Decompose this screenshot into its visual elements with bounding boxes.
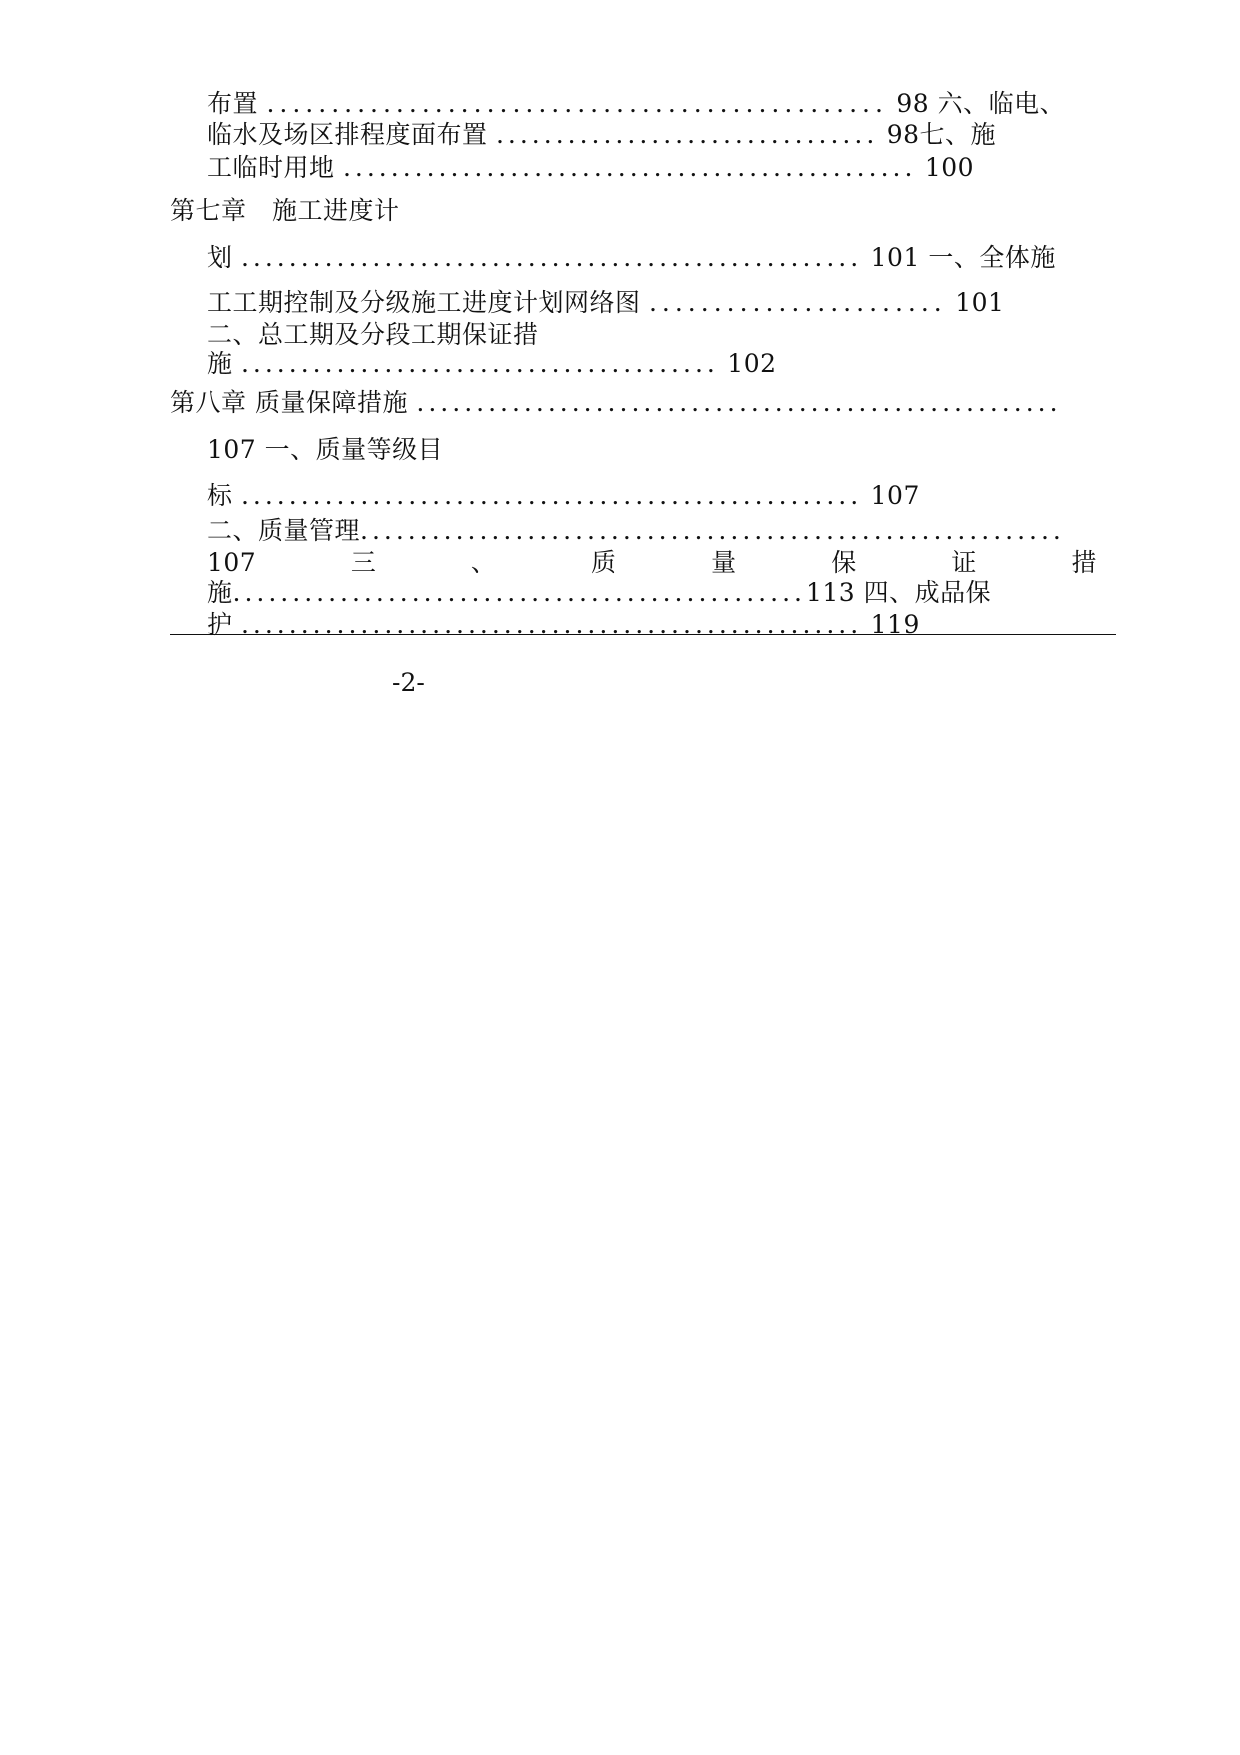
toc-entry-text: 107 一、质量等级目: [207, 435, 444, 464]
toc-entry-text: 施: [207, 349, 233, 378]
toc-leader-dots: .......................: [648, 288, 947, 317]
toc-chapter-eight: [170, 388, 1062, 418]
toc-page-number: 107: [870, 481, 920, 510]
toc-entry-text: 二、质量管理: [207, 516, 361, 545]
toc-entry-text: 工工期控制及分级施工进度计划网络图: [207, 288, 641, 317]
toc-entry-text: 临水及场区排程度面布置: [207, 120, 488, 149]
toc-entry-temp-power-water: [207, 120, 996, 150]
toc-entry-text: 标: [207, 481, 233, 510]
toc-justified-char: 质: [591, 548, 617, 577]
toc-leader-dots: ....................................................: [240, 243, 863, 272]
toc-chapter-title: 第七章 施工进度计: [170, 196, 400, 225]
toc-justified-char: 保: [831, 548, 857, 577]
footer-rule: [170, 634, 1116, 635]
toc-leader-dots: ......................................................: [416, 388, 1062, 417]
toc-entry-text: 护: [207, 610, 233, 639]
toc-entry-quality-level-tail: [207, 481, 920, 511]
toc-entry-text: 划: [207, 243, 233, 272]
toc-entry-schedule-guarantee: [207, 320, 539, 350]
toc-page-number: 101: [955, 288, 1005, 317]
toc-justified-char: 107: [207, 548, 257, 577]
toc-page-number: 100: [924, 153, 975, 182]
toc-entry-schedule-network: [207, 288, 1004, 318]
toc-leader-dots: ................................: [495, 120, 879, 149]
toc-entry-product-protection: [207, 610, 920, 640]
toc-entry-schedule-guarantee-tail: [207, 349, 777, 379]
toc-page-number: 113 四、成品保: [805, 578, 992, 607]
toc-entry-quality-management: [207, 516, 1065, 546]
toc-leader-dots: ........................................: [240, 349, 719, 378]
toc-chapter-title: 第八章 质量保障措施: [170, 388, 408, 417]
toc-justified-char: 量: [711, 548, 737, 577]
toc-entry-text: 施: [207, 578, 233, 607]
toc-leader-dots: ................................................: [266, 89, 888, 118]
toc-leader-dots: ....................................................: [240, 610, 863, 639]
toc-page-number: 98七、施: [886, 120, 997, 149]
toc-entry-layout-tail: [207, 89, 1065, 119]
toc-page-number: 101 一、全体施: [870, 243, 1056, 272]
toc-justified-char: 、: [470, 548, 497, 577]
toc-chapter-seven: [170, 196, 400, 226]
toc-entry-chapter-seven-tail: [207, 243, 1056, 273]
toc-entry-text: 工临时用地: [207, 153, 335, 182]
toc-leader-dots: ...........................................................: [360, 516, 1065, 545]
toc-justified-char: 措: [1071, 548, 1097, 577]
toc-leader-dots: ................................................: [232, 578, 806, 607]
toc-justified-char: 三: [350, 548, 377, 577]
toc-page-number: 102: [727, 349, 777, 378]
toc-justified-char: 证: [951, 548, 977, 577]
toc-entry-text: 二、总工期及分段工期保证措: [207, 320, 539, 349]
toc-entry-quality-assurance: [207, 548, 1097, 578]
toc-page-number: 98 六、临电、: [896, 89, 1066, 118]
toc-leader-dots: ....................................................: [240, 481, 863, 510]
toc-entry-temp-land: [207, 153, 974, 183]
toc-page-number: 119: [870, 610, 920, 639]
toc-entry-quality-assurance-tail: [207, 578, 991, 608]
toc-entry-quality-level: [207, 435, 443, 465]
toc-entry-text: 布置: [207, 89, 259, 118]
toc-leader-dots: ................................................: [342, 153, 917, 182]
page-number: -2-: [392, 668, 425, 697]
